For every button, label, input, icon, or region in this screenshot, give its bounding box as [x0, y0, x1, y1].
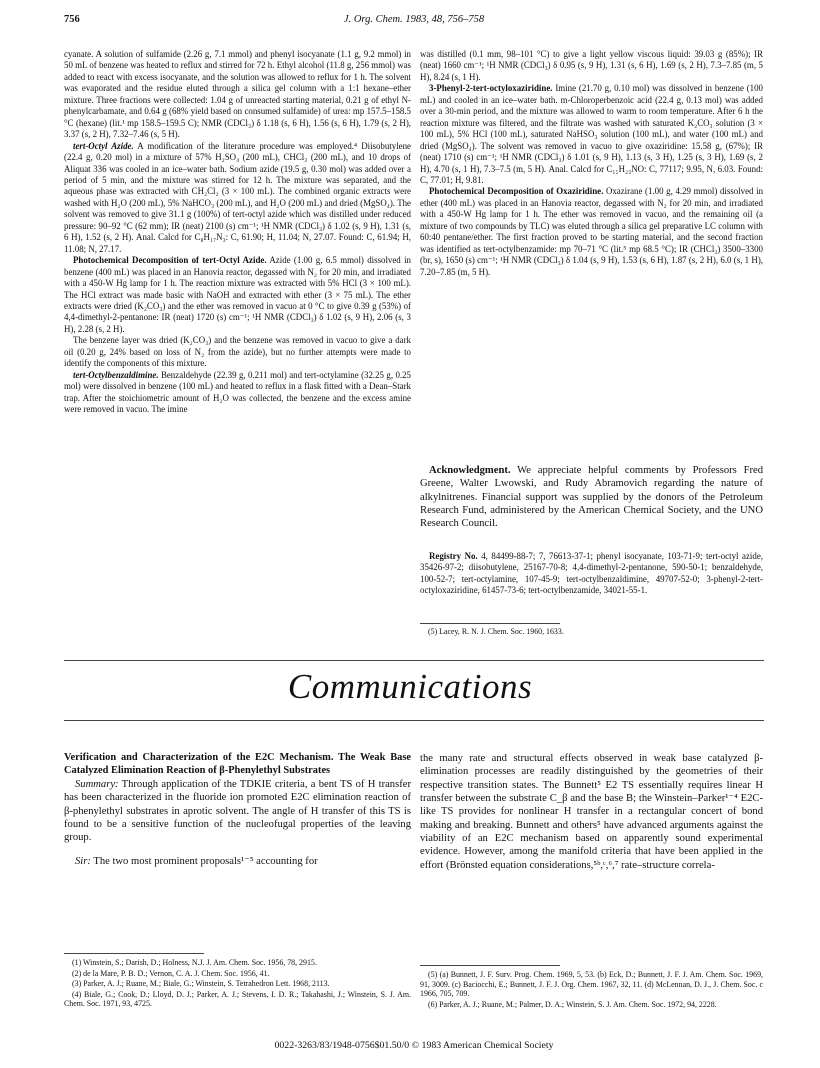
registry-numbers [420, 551, 763, 597]
summary-text: Through application of the TDKIE criteria, a bent TS of H transfer has been characterized in the fluoride ion promoted E2C elimination reaction of β-phenylethyl substrates in aprotic solvent. The angle of H transfer of this TS is found to be a sensitive function of the nucleofugal properties of the leaving group. [64, 778, 411, 844]
paragraph-text: 4, 84499-88-7; 7, 76613-37-1; phenyl isocyanate, 103-71-9; tert-octyl azide, 35426-97-2; diisobutylene, 25167-70-8; 4,4-dimethyl-2-pentanone, 590-50-1; benzaldehyde, 100-52-7; tert-octylamine, 107-45-9; tert-octylbenzaldimine, 49707-52-0; 3-phenyl-2-tert-octyloxaziridine, 61457-73-6; tert-octylbenzamide, 34021-55-1. [420, 551, 763, 596]
paragraph-heading: Photochemical Decomposition of Oxaziridine. [429, 186, 604, 197]
paragraph [64, 255, 411, 335]
paragraph [420, 186, 763, 278]
paragraph-text: We appreciate helpful comments by Professors Fred Greene, Walter Lwowski, and Rudy Abramovich regarding the nature of alkylnitrenes. Financial support was supplied by the donors of the Petroleum Research Fund, administered by the American Chemical Society, and the UNO Research Council. [420, 465, 763, 530]
footnotes-left [64, 958, 411, 1010]
paragraph-text: Benzaldehyde (22.39 g, 0.211 mol) and tert-octylamine (32.25 g, 0.25 mol) were dissolved in benzene (100 mL) and heated to reflux in a flask fitted with a Dean–Stark trap. After the stoichiometric amount of H₂O was collected, the benzene and the excess amine were removed in vacuo. The imine [64, 369, 411, 415]
paragraph-text: Azide (1.00 g, 6.5 mmol) dissolved in benzene (400 mL) was placed in an Hanovia reactor, degassed with N₂ for 20 min, and irradiated with a 450-W Hg lamp for 1 h. The reaction mixture was extracted with 5% HCl (3 × 100 mL). The HCl extract was made basic with NaOH and extracted with ether (3 × 75 mL). The ether extracts were dried (K₂CO₃) and the ether was removed in vacuo at 0 °C to give 0.39 g (53%) of 4,4-dimethyl-2-pentanone: IR (neat) 1720 (s) cm⁻¹; ¹H NMR (CDCl₃) δ 1.02 (s, 9 H), 2.06 (s, 3 H), 2.28 (s, 2 H). [64, 255, 411, 334]
paragraph-text: Imine (21.70 g, 0.10 mol) was dissolved in benzene (100 mL) and cooled in an ice–water bath. m-Chloroperbenzoic acid (22.4 g, 0.13 mol) was added over a 30-min period, and the mixture was allowed to warm to room temperature. After 6 h the reaction mixture was filtered, and the filtrate was washed with saturated K₂CO₃ solution (3 × 100 mL), 5% HCl (100 mL), saturated NaHSO₃ solution (100 mL), and water (100 mL) and dried (MgSO₄). The solvent was removed in vacuo to give oxaziridine: 15.58 g, (67%); IR (neat) 1710 (s) cm⁻¹; ¹H NMR (CDCl₃) δ 1.01 (s, 9 H), 1.13 (s, 3 H), 1.25 (s, 3 H), 1.69 (s, 2 H), 4.70 (s, 1 H), 7.3–7.5 (m, 5 H). Anal. Calcd for C₁₅H₂₃NO: C, 77117; 9.95, N, 6.03. Found: C, 77.01; H, 9.81. [420, 83, 763, 185]
footnote: (5) Lacey, R. N. J. Chem. Soc. 1960, 1633. [428, 627, 564, 636]
sir-paragraph [64, 855, 411, 868]
summary-label: Summary: [75, 778, 119, 790]
section-title: Communications [287, 667, 533, 706]
paragraph-heading: Registry No. [429, 551, 478, 561]
running-header [64, 14, 764, 30]
paragraph: The benzene layer was dried (K₂CO₃) and the benzene was removed in vacuo to give a dark oil (0.20 g, 24% based on loss of N₂ from the azide), but no further attempts were made to identify the components of this mixture. [64, 335, 411, 369]
page-number: 756 [64, 14, 80, 25]
paragraph-text: Oxazirane (1.00 g, 4.29 mmol) dissolved in ether (400 mL) was placed in an Hanovia reactor, degassed with N₂ for 20 min, and irradiated with a 450-W Hg lamp for 1 h. The ether was removed in vacuo, and the remaining oil (a mixture of two compounds by TLC) was eluted through a silica gel preparative LC column with 60:40 pentane/ether. The first fraction proved to be starting material, and the second fraction was identified as tert-octylbenzamide: mp 70–71 °C (lit.⁵ mp 68.5 °C); IR (CHCl₃) 3500–3300 (br, s), 1650 (s) cm⁻¹; ¹H NMR (CDCl₃) δ 1.04 (s, 9 H), 1.53 (s, 6 H), 1.87 (s, 2 H), 6.0 (s, 1 H), 7.20–7.85 (m, 5 H). [420, 186, 764, 277]
paragraph [420, 551, 763, 597]
paragraph-heading: tert-Octylbenzaldimine. [73, 369, 159, 380]
paragraph: cyanate. A solution of sulfamide (2.26 g, 7.1 mmol) and phenyl isocyanate (1.1 g, 9.2 mmol) in 50 mL of benzene was heated to reflux and stirred for 72 h. Ethyl alcohol (11.8 g, 256 mmol) was added to react with excess isocyanate, and the solution was allowed to reflux for 1 h. The solvent was evaporated and the residue eluted through a silica gel column with a 1:1 hexane–ether mixture. Three fractions were collected: 1.04 g of unreacted starting material, 0.21 g of ethyl N-phenylcarbamate, and 0.64 g (68% yield based on consumed sulfamide) of urea: mp 157.5–158.5 °C (hexane) (lit.¹ mp 158.5–159.5 C); NMR (CDCl₃) δ 1.18 (s, 6 H), 1.56 (s, 6 H), 1.79 (s, 2 H), 3.37 (s, 2 H), 7.32–7.46 (s, 5 H). [64, 49, 411, 140]
paragraph-heading: Photochemical Decomposition of tert-Octyl Azide. [73, 255, 267, 266]
paragraph [420, 83, 763, 186]
footnote: (4) Biale, G.; Cook, D.; Lloyd, D. J.; Parker, A. J.; Stevens, I. D. R.; Takahashi, J.; Winstein, S. J. Am. Chem. Soc. 1971, 93, 4725. [64, 989, 411, 1009]
footnote-rule [64, 953, 204, 954]
paragraph: was distilled (0.1 mm, 98–101 °C) to give a light yellow viscous liquid: 39.03 g (85%); IR (neat) 1660 cm⁻¹; ¹H NMR (CDCl₃) δ 0.95 (s, 9 H), 1.31 (s, 6 H), 1.69 (s, 2 H), 7.3–7.85 (m, 5 H), 8.24 (s, 1 H). [420, 49, 763, 82]
article-right-column [420, 752, 763, 872]
right-column-experimental [420, 49, 763, 278]
footnote-rule [420, 623, 560, 624]
footnote: (2) de la Mare, P. B. D.; Vernon, C. A. J. Chem. Soc. 1956, 41. [72, 968, 270, 978]
article-title: Verification and Characterization of the E2C Mechanism. The Weak Base Catalyzed Elimination Reaction of β-Phenylethyl Substrates [64, 752, 411, 776]
footnote-rule [420, 965, 560, 966]
section-rule-bottom [64, 720, 764, 721]
paragraph-heading: 3-Phenyl-2-tert-octyloxaziridine. [429, 83, 553, 94]
paragraph-text: The two most prominent proposals¹⁻⁵ accounting for [90, 855, 318, 867]
footnote: (5) (a) Bunnett, J. F. Surv. Prog. Chem. 1969, 5, 53. (b) Eck, D.; Bunnett, J. F. J. Am. Chem. Soc. 1969, 91, 3009. (c) Baciocchi, E.; Bunnett, J. F. J. Org. Chem. 1967, 32, 11. (d) McLennan, D. J., J. Chem. Soc. c 1966, 705, 709. [420, 970, 763, 999]
paragraph [64, 370, 411, 416]
summary [64, 778, 411, 845]
article-left-column [64, 752, 411, 868]
paragraph-text: A modification of the literature procedure was employed.⁴ Diisobutylene (22.4 g, 0.20 mol) in a mixture of 57% H₂SO₄ (200 mL), CHCl₃ (200 mL), and 10 drops of Aliquat 336 was cooled in an ice–water bath. Sodium azide (19.5 g, 0.30 mol) was added over a period of 5 min, and the mixture was stirred for 12 h. The mixture was separated, and the aqueous phase was extracted with CH₂Cl₂ (3 × 100 mL). The combined organic extracts were washed with H₂O (200 mL), 5% NaHCO₃ (200 mL), and H₂O (200 mL) and dried (MgSO₄). The solvent was removed to give 31.1 g (100%) of tert-octyl azide which was distilled under reduced pressure: 90–92 °C (62 mm); IR (neat) 2100 (s) cm⁻¹; ¹H NMR (CDCl₃) δ 1.02 (s, 9 H), 1.31 (s, 6 H), 1.52 (s, 2 H). Anal. Calcd for C₈H₁₇N₃: C, 61.90; H, 11.04; N, 27.07. Found: C, 61.94; H, 11.08; N, 27.17. [64, 140, 411, 254]
section-rule-top [64, 660, 764, 661]
footnote-5-top [420, 627, 763, 638]
sir-label: Sir: [75, 855, 91, 867]
left-column-experimental [64, 49, 411, 416]
paragraph [420, 464, 763, 531]
journal-citation: J. Org. Chem. 1983, 48, 756–758 [343, 14, 485, 25]
paragraph-heading: Acknowledgment. [429, 465, 511, 476]
paragraph: the many rate and structural effects observed in weak base catalyzed β-elimination processes are readily distinguished by the geometries of their respective transition states. The Bunnett⁵ E2 TS essentially requires linear H transfer between the substrate C_β and the base B; the Winstein–Parker¹⁻⁴ E2C-like TS provides for nonlinear H transfer in a rectangular concert of bond making and breaking. Bunnett and others⁵ have advanced arguments against the viability of an E2C mechanism based on apparently sound experimental evidence. However, among the manifold criteria that have been applied in the effort (Brönsted equation considerations,⁵ᵇ,ᶜ,⁶,⁷ rate–structure correla- [420, 753, 763, 871]
paragraph [64, 141, 411, 256]
footnotes-right [420, 970, 763, 1010]
acknowledgment [420, 464, 763, 531]
copyright-footer: 0022-3263/83/1948-0756$01.50/0 © 1983 American Chemical Society [274, 1040, 554, 1051]
paragraph-heading: tert-Octyl Azide. [73, 140, 134, 151]
footnote: (6) Parker, A. J.; Ruane, M.; Palmer, D. A.; Winstein, S. J. Am. Chem. Soc. 1972, 94, 2228. [428, 999, 717, 1009]
footnote: (3) Parker, A. J.; Ruane, M.; Biale, G.; Winstein, S. Tetrahedron Lett. 1968, 2113. [72, 979, 330, 989]
footnote: (1) Winstein, S.; Darish, D.; Holness, N.J. J. Am. Chem. Soc. 1956, 78, 2915. [72, 958, 317, 967]
